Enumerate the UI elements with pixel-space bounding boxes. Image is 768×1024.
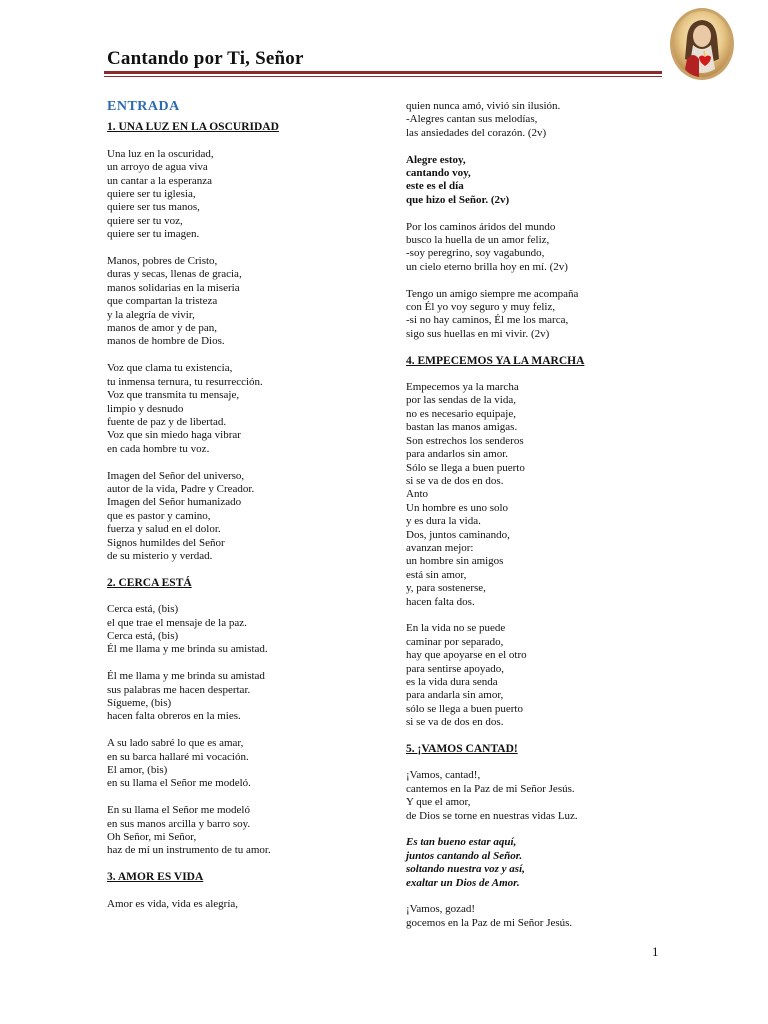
stanza: Por los caminos áridos del mundo busco la huella de un amor feliz, -soy peregrino, soy vagabundo, un cielo eterno brilla hoy en mí. (2v) [406, 220, 568, 273]
page-header-title: Cantando por Ti, Señor [107, 48, 304, 69]
stanza: ¡Vamos, gozad! gocemos en la Paz de mi Señor Jesús. [406, 903, 573, 929]
song-title: 4. EMPECEMOS YA LA MARCHA [406, 354, 585, 367]
stanza: Voz que clama tu existencia, tu inmensa ternura, tu resurrección. Voz que transmita tu mensaje, limpio y desnudo fuente de paz y de libertad. Voz que sin miedo haga vibrar en cada hombre tu voz. [107, 362, 263, 455]
stanza: Una luz en la oscuridad, un arroyo de agua viva un cantar a la esperanza quiere ser tu iglesia, quiere ser tus manos, quiere ser tu voz, quiere ser tu imagen. [107, 147, 214, 241]
stanza: Cerca está, (bis) el que trae el mensaje de la paz. Cerca está, (bis) Él me llama y me brinda su amistad. [107, 603, 268, 656]
right-column [406, 100, 676, 944]
stanza: Él me llama y me brinda su amistad sus palabras me hacen despertar. Sígueme, (bis) hacen falta obreros en la mies. [107, 670, 265, 723]
song-title: 3. AMOR ES VIDA [107, 871, 204, 884]
stanza: ¡Vamos, cantad!, cantemos en la Paz de mi Señor Jesús. Y que el amor, de Dios se torne en nuestras vidas Luz. [406, 769, 578, 822]
stanza: Imagen del Señor del universo, autor de la vida, Padre y Creador. Imagen del Señor humanizado que es pastor y camino, fuerza y salud en el dolor. Signos humildes del Señor de su misterio y verdad. [107, 469, 255, 562]
stanza-chorus: Es tan bueno estar aquí, juntos cantando al Señor. soltando nuestra voz y así, exaltar un Dios de Amor. [406, 836, 525, 889]
stanza: En su llama el Señor me modeló en sus manos arcilla y barro soy. Oh Señor, mi Señor, haz de mí un instrumento de tu amor. [107, 804, 271, 857]
page-number: 1 [652, 944, 659, 959]
song-title: 2. CERCA ESTÁ [107, 576, 192, 589]
left-column [107, 100, 377, 924]
stanza-chorus: Alegre estoy, cantando voy, este es el día que hizo el Señor. (2v) [406, 153, 510, 206]
header-rule-thick [104, 71, 662, 74]
header-rule-thin [104, 76, 662, 77]
stanza: quien nunca amó, vivió sin ilusión. -Alegres cantan sus melodías, las ansiedades del corazón. (2v) [406, 100, 561, 139]
stanza: Manos, pobres de Cristo, duras y secas, llenas de gracia, manos solidarias en la miseria que compartan la tristeza y la alegría de vivir, manos de amor y de pan, manos de hombre de Dios. [107, 255, 242, 348]
sacred-heart-emblem-icon [669, 7, 735, 81]
song-title: 1. UNA LUZ EN LA OSCURIDAD [107, 121, 279, 134]
stanza: Amor es vida, vida es alegría, [107, 897, 239, 910]
song-title: 5. ¡VAMOS CANTAD! [406, 743, 518, 755]
section-title-entrada: ENTRADA [107, 99, 180, 114]
stanza: A su lado sabré lo que es amar, en su barca hallaré mi vocación. El amor, (bis) en su llama el Señor me modeló. [107, 737, 251, 790]
stanza: Tengo un amigo siempre me acompaña con Él yo voy seguro y muy feliz, -si no hay caminos, Él me los marca, sigo sus huellas en mi vivir. (2v) [406, 287, 579, 340]
stanza: Empecemos ya la marcha por las sendas de la vida, no es necesario equipaje, bastan las manos amigas. Son estrechos los senderos para andarlos sin amor. Sólo se llega a buen puerto si se va de dos en dos. Anto Un hombre es uno solo y es dura la vida. Dos, juntos caminando, avanzan mejor: un hombre sin amigos está sin amor, y, para sostenerse, hacen falta dos. [406, 381, 525, 608]
stanza: En la vida no se puede caminar por separado, hay que apoyarse en el otro para sentirse apoyado, es la vida dura senda para andarla sin amor, sólo se llega a buen puerto si se va de dos en dos. [406, 622, 527, 729]
